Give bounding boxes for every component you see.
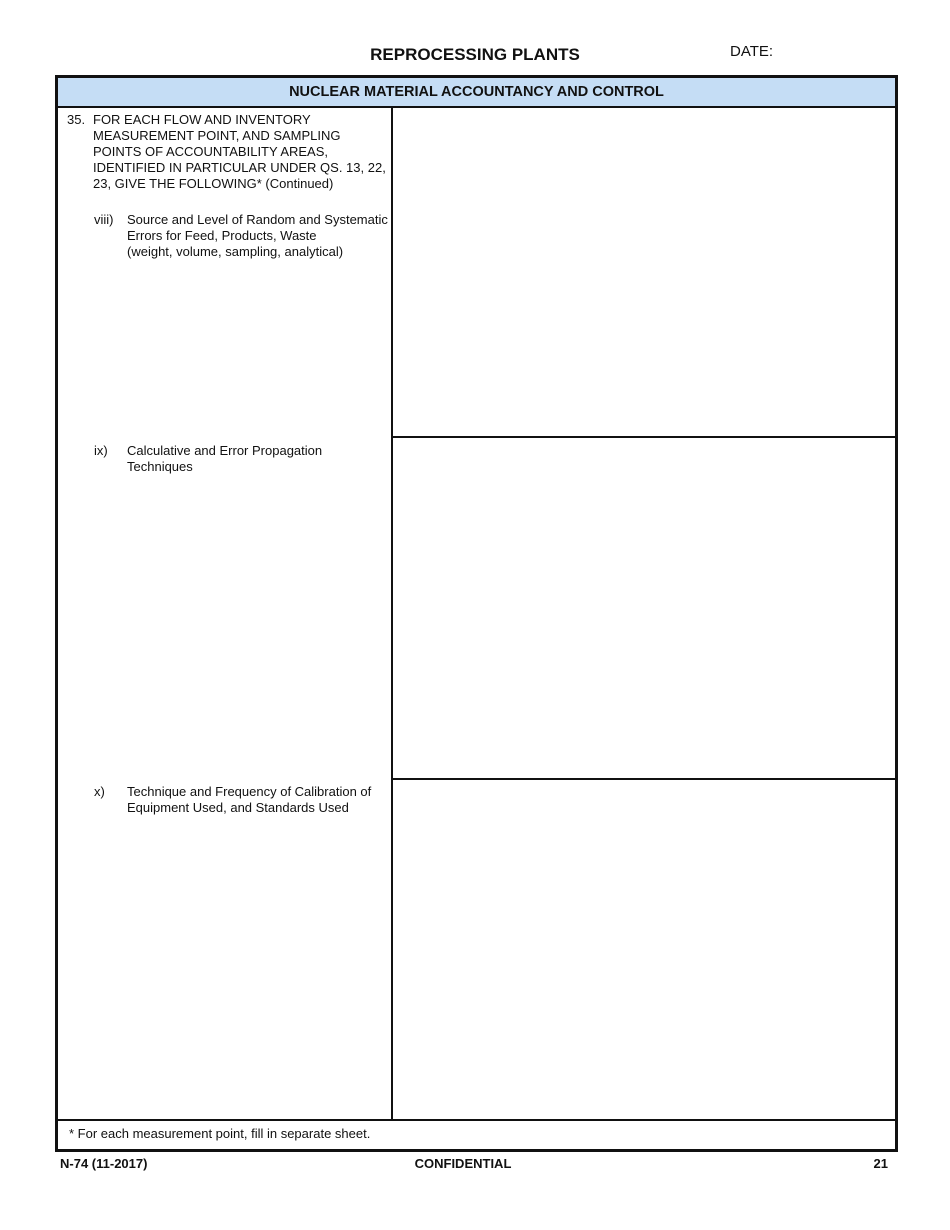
page-title: REPROCESSING PLANTS [370, 45, 580, 64]
footnote: * For each measurement point, fill in separate sheet. [69, 1126, 371, 1141]
item-number-x: x) [94, 784, 105, 799]
item-number-ix: ix) [94, 443, 108, 458]
question-text: FOR EACH FLOW AND INVENTORY MEASUREMENT POINT, AND SAMPLING POINTS OF ACCOUNTABILITY AREAS, IDENTIFIED IN PARTICULAR UNDER QS. 13, 22, 23, GIVE THE FOLLOWING* (Continued) [93, 112, 386, 191]
answer-field-viii[interactable] [393, 108, 895, 436]
item-text-viii-line: (weight, volume, sampling, analytical) [127, 244, 344, 259]
page-number: 21 [873, 1156, 888, 1171]
answer-field-x[interactable] [393, 780, 895, 1119]
classification-label: CONFIDENTIAL [414, 1156, 512, 1171]
item-text-x: Technique and Frequency of Calibration of Equipment Used, and Standards Used [127, 784, 372, 815]
footnote-divider [58, 1119, 895, 1121]
item-number-viii: viii) [94, 212, 114, 227]
answer-field-ix[interactable] [393, 438, 895, 778]
form-table [55, 75, 898, 1152]
item-text-viii [127, 212, 389, 260]
item-text-viii-line: Source and Level of Random and Systematic Errors for Feed, Products, Waste [127, 212, 388, 243]
date-label: DATE: [730, 43, 774, 60]
form-code: N-74 (11-2017) [60, 1156, 148, 1171]
question-number: 35. [67, 112, 86, 127]
section-header: NUCLEAR MATERIAL ACCOUNTANCY AND CONTROL [58, 78, 895, 108]
item-text-ix: Calculative and Error Propagation Techniques [127, 443, 323, 474]
